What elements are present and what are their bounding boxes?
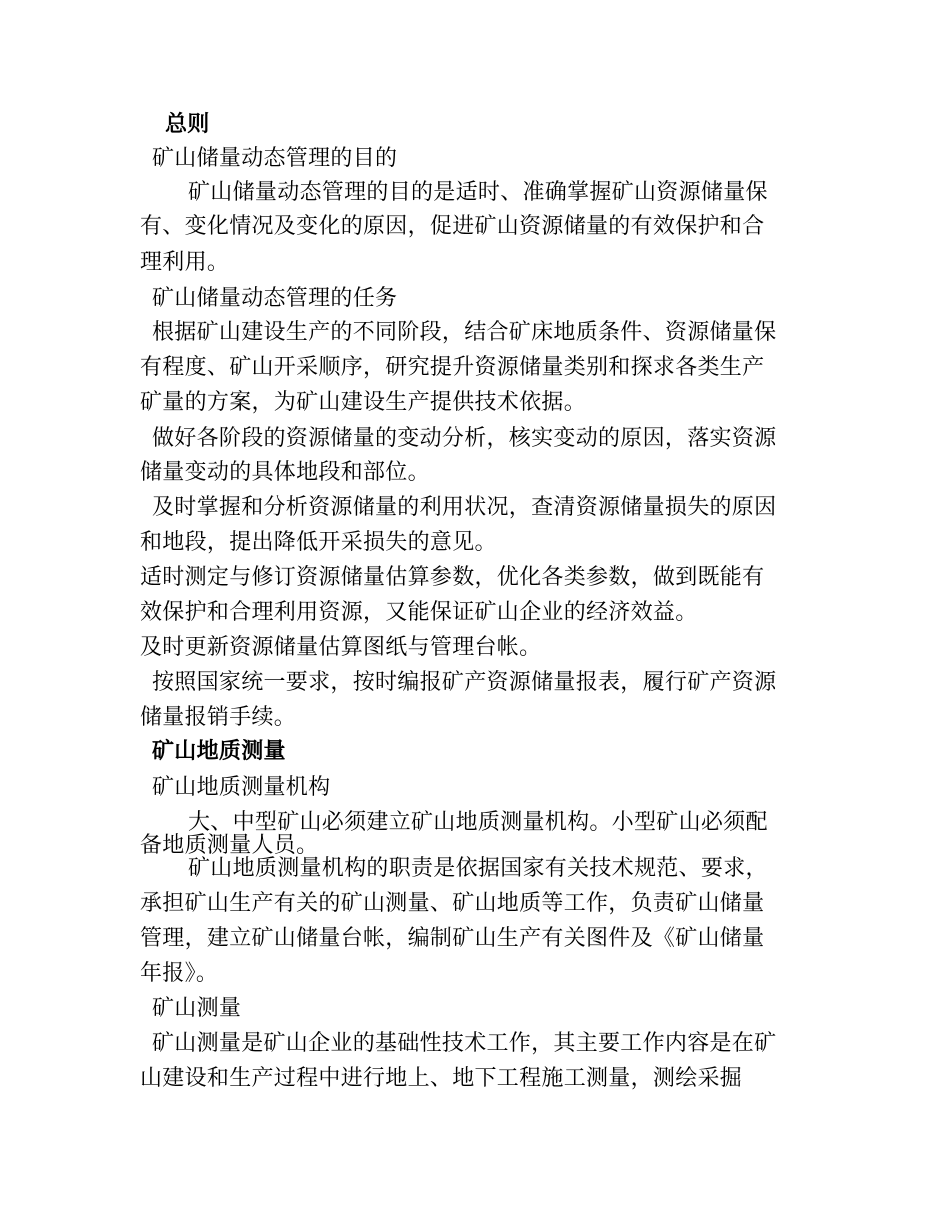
paragraph-task1-line-3: 矿量的方案，为矿山建设生产提供技术依据。	[140, 390, 587, 415]
paragraph-org-line-2: 备地质测量人员。	[140, 833, 319, 858]
paragraph-duty-line-1: 矿山地质测量机构的职责是依据国家有关技术规范、要求，	[188, 856, 768, 881]
paragraph-duty-line-2: 承担矿山生产有关的矿山测量、矿山地质等工作，负责矿山储量	[140, 891, 765, 916]
paragraph-purpose-line-1: 矿山储量动态管理的目的是适时、准确掌握矿山资源储量保	[188, 180, 768, 205]
subheading-survey-org: 矿山地质测量机构	[152, 775, 331, 800]
paragraph-measurement-line-1: 矿山测量是矿山企业的基础性技术工作，其主要工作内容是在矿	[152, 1031, 777, 1056]
subheading-mine-measurement: 矿山测量	[152, 996, 242, 1021]
paragraph-task1-line-2: 有程度、矿山开采顺序，研究提升资源储量类别和探求各类生产	[140, 355, 765, 380]
paragraph-task4-line-1: 适时测定与修订资源储量估算参数，优化各类参数，做到既能有	[140, 565, 765, 590]
paragraph-task3-line-2: 和地段，提出降低开采损失的意见。	[140, 530, 497, 555]
paragraph-task3-line-1: 及时掌握和分析资源储量的利用状况，查清资源储量损失的原因	[152, 495, 777, 520]
paragraph-task5-line-1: 及时更新资源储量估算图纸与管理台帐。	[140, 635, 542, 660]
paragraph-task4-line-2: 效保护和合理利用资源，又能保证矿山企业的经济效益。	[140, 600, 698, 625]
paragraph-org-line-1: 大、中型矿山必须建立矿山地质测量机构。小型矿山必须配	[188, 810, 768, 835]
paragraph-task6-line-1: 按照国家统一要求，按时编报矿产资源储量报表，履行矿产资源	[152, 670, 777, 695]
paragraph-task2-line-1: 做好各阶段的资源储量的变动分析，核实变动的原因，落实资源	[152, 426, 777, 451]
paragraph-task6-line-2: 储量报销手续。	[140, 705, 297, 730]
paragraph-duty-line-3: 管理，建立矿山储量台帐，编制矿山生产有关图件及《矿山储量	[140, 926, 765, 951]
subheading-tasks: 矿山储量动态管理的任务	[152, 286, 398, 311]
paragraph-purpose-line-2: 有、变化情况及变化的原因，促进矿山资源储量的有效保护和合	[140, 214, 765, 239]
paragraph-task1-line-1: 根据矿山建设生产的不同阶段，结合矿床地质条件、资源储量保	[152, 320, 777, 345]
subheading-purpose: 矿山储量动态管理的目的	[152, 146, 398, 171]
paragraph-purpose-line-3: 理利用。	[140, 250, 230, 275]
heading-mine-survey: 矿山地质测量	[152, 739, 286, 764]
heading-general: 总则	[165, 112, 210, 137]
paragraph-task2-line-2: 储量变动的具体地段和部位。	[140, 460, 430, 485]
paragraph-measurement-line-2: 山建设和生产过程中进行地上、地下工程施工测量，测绘采掘	[140, 1066, 743, 1091]
paragraph-duty-line-4: 年报》。	[140, 961, 219, 986]
